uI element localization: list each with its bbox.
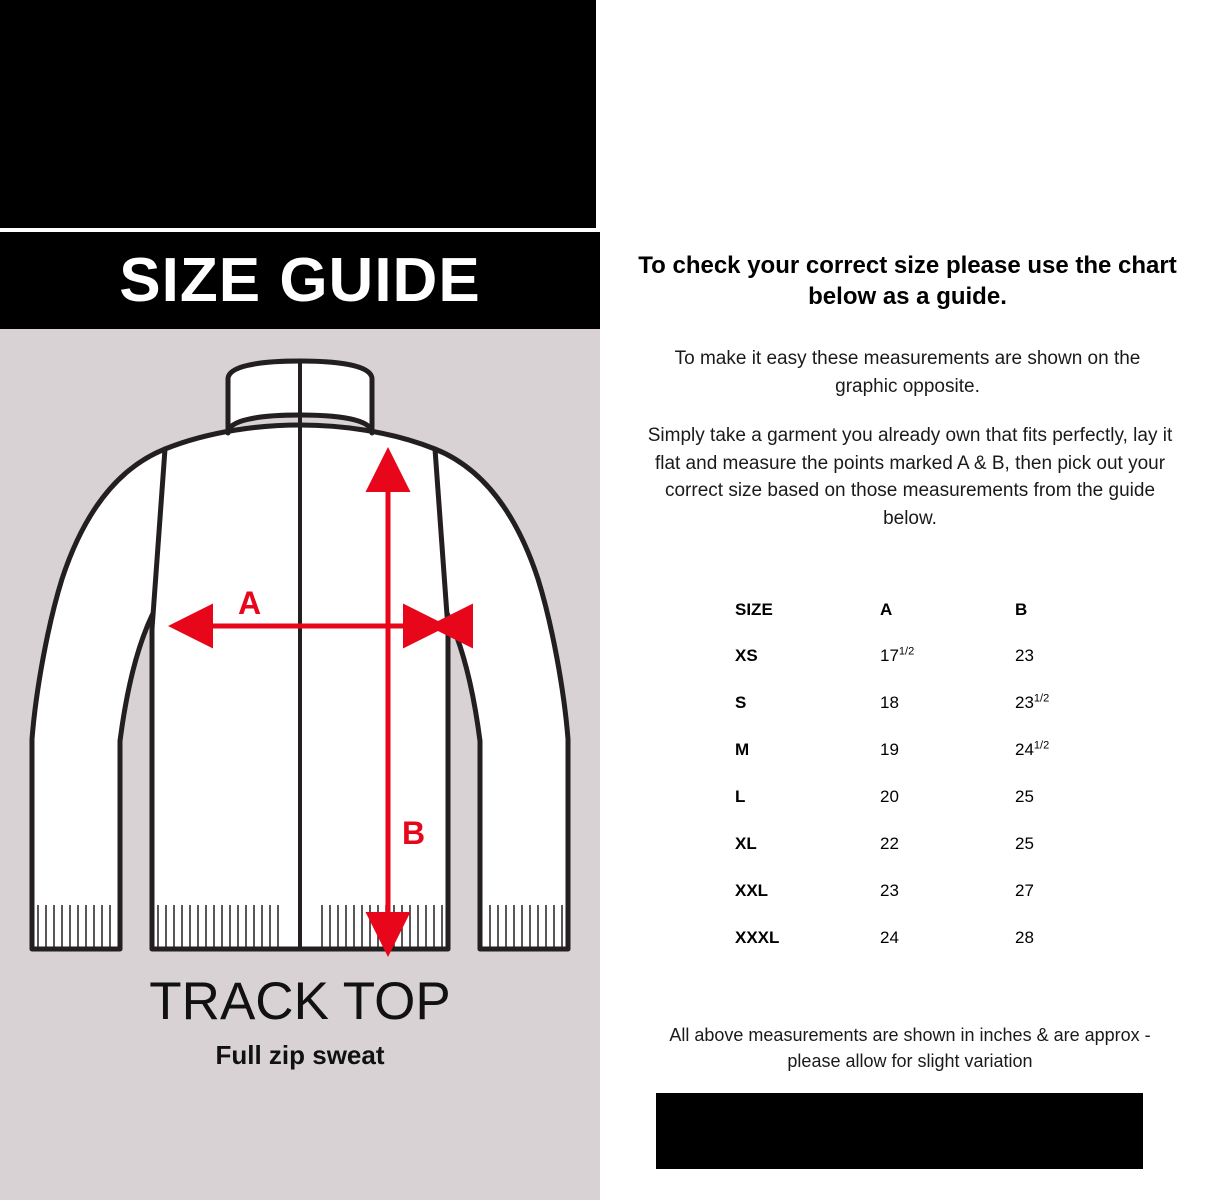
garment-subtitle: Full zip sweat — [215, 1039, 385, 1070]
cell-b: 25 — [1015, 787, 1034, 806]
column-header-size: SIZE — [735, 600, 773, 619]
measurement-footnote: All above measurements are shown in inches & are approx - please allow for slight variation — [669, 1025, 1151, 1072]
left-column — [0, 0, 600, 1200]
instructions-heading: To check your correct size please use the chart below as a guide. — [638, 252, 1177, 311]
table-row — [735, 787, 1095, 834]
cell-a: 20 — [880, 787, 899, 806]
measurement-label-a: A — [238, 585, 262, 621]
table-header-row — [735, 600, 1095, 646]
table-row — [735, 646, 1095, 693]
table-row — [735, 834, 1095, 881]
size-chart-table — [735, 600, 1095, 975]
size-chart-body — [735, 646, 1095, 975]
cell-a: 18 — [880, 693, 899, 712]
cell-size: XXXL — [735, 928, 780, 947]
table-row — [735, 881, 1095, 928]
cell-b: 28 — [1015, 928, 1034, 947]
cell-size: M — [735, 740, 750, 759]
column-header-a: A — [880, 600, 893, 619]
cell-size: XXL — [735, 881, 769, 900]
cell-b: $24^{1/2}$ — [1015, 739, 1050, 759]
table-row — [735, 693, 1095, 740]
cell-a: 19 — [880, 740, 899, 759]
cell-b: 23 — [1015, 646, 1034, 665]
cell-size: S — [735, 693, 747, 712]
top-black-banner — [0, 0, 596, 228]
garment-name: TRACK TOP — [149, 972, 451, 1031]
instructions-paragraph-1: To make it easy these measurements are shown on the graphic opposite. — [674, 348, 1141, 397]
right-column — [600, 0, 1215, 1200]
cell-a: 23 — [880, 881, 899, 900]
cell-a: 24 — [880, 928, 899, 947]
cell-size: XL — [735, 834, 757, 853]
measurement-label-b: B — [402, 815, 426, 851]
size-guide-title-bar — [0, 232, 600, 329]
cell-a: $17^{1/2}$ — [880, 645, 915, 665]
cell-b: $23^{1/2}$ — [1015, 692, 1050, 712]
cell-size: L — [735, 787, 746, 806]
cell-size: XS — [735, 646, 758, 665]
garment-caption — [0, 974, 600, 1071]
cell-b: 27 — [1015, 881, 1034, 900]
cell-a: 22 — [880, 834, 899, 853]
bottom-black-banner — [656, 1093, 1143, 1169]
garment-graphic-panel — [0, 329, 600, 1200]
track-top-illustration — [10, 349, 590, 979]
table-row — [735, 740, 1095, 787]
cell-b: 25 — [1015, 834, 1034, 853]
column-header-b: B — [1015, 600, 1028, 619]
table-row — [735, 928, 1095, 975]
page-title: SIZE GUIDE — [119, 245, 481, 315]
instructions-paragraph-2: Simply take a garment you already own that fits perfectly, lay it flat and measure the points marked A & B, then pick out your correct size based on those measurements from the guide below. — [647, 425, 1173, 529]
